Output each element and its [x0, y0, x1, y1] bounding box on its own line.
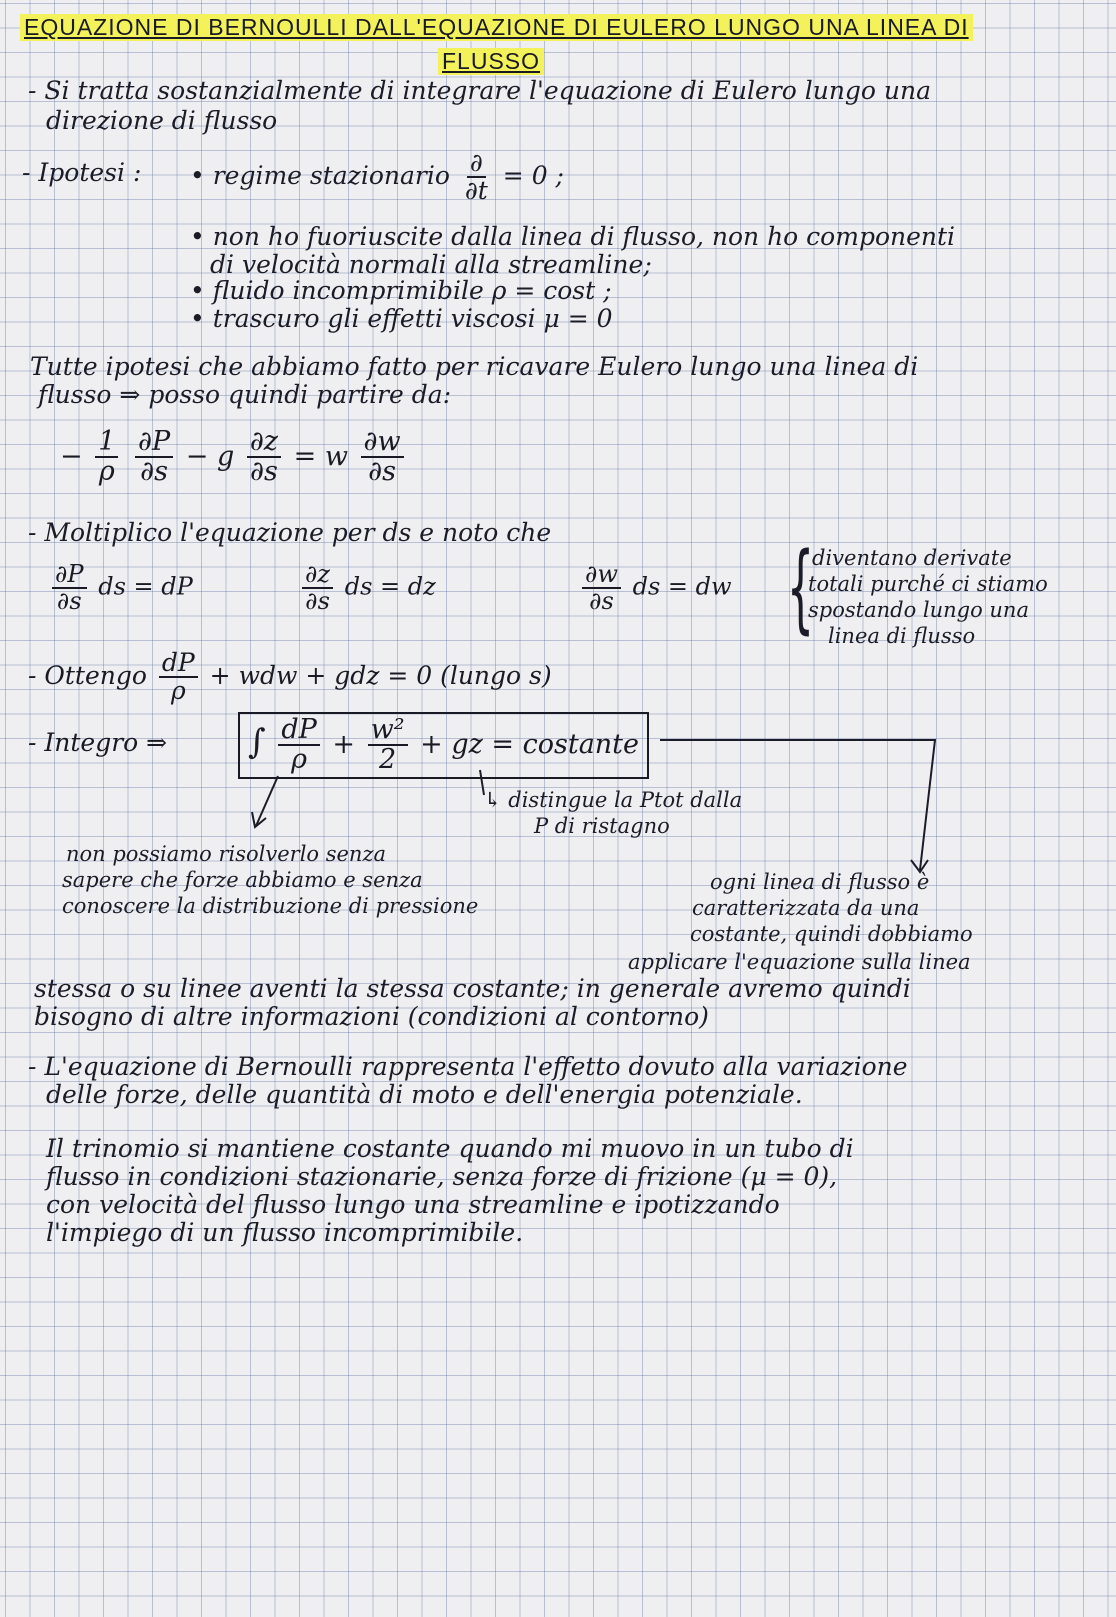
- eq-equals: = w: [293, 440, 348, 472]
- derivata-dp-tail: ds = dP: [98, 572, 193, 601]
- trinomio-line-2: flusso in condizioni stazionarie, senza forze di frizione (μ = 0),: [46, 1162, 838, 1191]
- derivata-dz-tail: ds = dz: [344, 572, 436, 601]
- frac-den: ∂s: [305, 587, 330, 616]
- frac-den: ∂s: [589, 587, 614, 616]
- tutte-line-1: Tutte ipotesi che abbiamo fatto per ricavare Eulero lungo una linea di: [30, 352, 919, 381]
- frac-num: ∂: [467, 150, 486, 178]
- page-title: EQUAZIONE DI BERNOULLI DALL'EQUAZIONE DI EULERO LUNGO UNA LINEA DI: [20, 14, 973, 41]
- bullet-1-tail: = 0 ;: [502, 160, 564, 190]
- frac-den: ∂t: [464, 176, 488, 206]
- frac-num: 1: [95, 428, 118, 458]
- ptot-note-2: P di ristagno: [534, 814, 670, 838]
- trinomio-line-3: con velocità del flusso lungo una streamline e ipotizzando: [46, 1190, 780, 1219]
- frac-num: ∂P: [52, 562, 87, 589]
- intro-line-2: direzione di flusso: [46, 106, 278, 135]
- eq-mid: − g: [185, 440, 235, 472]
- ipotesi-bullet-2-cont: di velocità normali alla streamline;: [210, 250, 652, 279]
- frac-den: ρ: [98, 456, 115, 488]
- right-note-2: caratterizzata da una: [692, 896, 920, 920]
- frac-den: ρ: [291, 744, 307, 776]
- derivate-note-2: totali purché ci stiamo: [808, 572, 1048, 596]
- bernoulli-line-2: delle forze, delle quantità di moto e dell'energia potenziale.: [46, 1080, 803, 1109]
- ipotesi-label: - Ipotesi :: [22, 158, 142, 187]
- frac-den: 2: [378, 744, 397, 776]
- integro-label: - Integro ⇒: [28, 728, 168, 757]
- derivate-note-4: linea di flusso: [828, 624, 976, 648]
- frac-den: ∂s: [250, 456, 278, 488]
- frac-den: ∂s: [368, 456, 396, 488]
- frac-num: ∂z: [302, 562, 333, 589]
- frac-num: ∂w: [582, 562, 621, 589]
- eq-minus: −: [60, 440, 83, 472]
- right-note-4: applicare l'equazione sulla linea: [628, 950, 971, 974]
- bullet-2-text: • non ho fuoriuscite dalla linea di flusso, non ho componenti: [190, 222, 955, 251]
- bullet-3-text: • fluido incomprimibile ρ = cost ;: [190, 276, 612, 305]
- frac-den: ρ: [170, 676, 186, 706]
- left-note-3: conoscere la distribuzione di pressione: [62, 894, 479, 918]
- right-note-1: ogni linea di flusso è: [710, 870, 930, 894]
- integral-sign: ∫: [248, 721, 266, 762]
- derivata-dw-tail: ds = dw: [632, 572, 732, 601]
- arrow-to-costante-note: [660, 740, 935, 870]
- bullet-4-text: • trascuro gli effetti viscosi μ = 0: [190, 304, 613, 333]
- frac-num: w²: [368, 716, 408, 746]
- ottengo-tail: + wdw + gdz = 0 (lungo s): [209, 660, 552, 690]
- arrow-to-left-note: [256, 776, 278, 826]
- moltiplico-line: - Moltiplico l'equazione per ds e noto che: [28, 518, 552, 547]
- frac-num: ∂z: [247, 428, 281, 458]
- derivate-note-3: spostando lungo una: [808, 598, 1029, 622]
- tutte-line-2: flusso ⇒ posso quindi partire da:: [38, 380, 452, 409]
- ptot-note-1: ↳ distingue la Ptot dalla: [484, 788, 743, 812]
- page-title-continued: FLUSSO: [438, 48, 544, 75]
- left-note-1: non possiamo risolverlo senza: [66, 842, 387, 866]
- stesso-line-2: bisogno di altre informazioni (condizioni al contorno): [34, 1002, 709, 1031]
- trinomio-line-4: l'impiego di un flusso incomprimibile.: [46, 1218, 524, 1247]
- frac-num: dP: [278, 716, 319, 746]
- left-note-2: sapere che forze abbiamo e senza: [62, 868, 423, 892]
- stesso-line-1: stessa o su linee aventi la stessa costante; in generale avremo quindi: [34, 974, 911, 1003]
- ottengo-label: - Ottengo: [28, 660, 147, 690]
- frac-den: ∂s: [56, 587, 82, 616]
- frac-num: ∂P: [135, 428, 173, 458]
- plus-sign: +: [332, 728, 355, 760]
- arrow-to-ptot-note: [480, 770, 484, 795]
- integro-tail: + gz = costante: [420, 728, 640, 760]
- frac-num: dP: [159, 650, 198, 678]
- bernoulli-line-1: - L'equazione di Bernoulli rappresenta l'effetto dovuto alla variazione: [28, 1052, 908, 1081]
- right-brace: {: [786, 532, 815, 644]
- bullet-1-text: • regime stazionario: [190, 161, 450, 190]
- derivate-note-1: diventano derivate: [812, 546, 1012, 570]
- frac-den: ∂s: [140, 456, 168, 488]
- trinomio-line-1: Il trinomio si mantiene costante quando mi muovo in un tubo di: [46, 1134, 854, 1163]
- right-note-3: costante, quindi dobbiamo: [690, 922, 973, 946]
- intro-line-1: - Si tratta sostanzialmente di integrare l'equazione di Eulero lungo una: [28, 76, 932, 105]
- frac-num: ∂w: [361, 428, 404, 458]
